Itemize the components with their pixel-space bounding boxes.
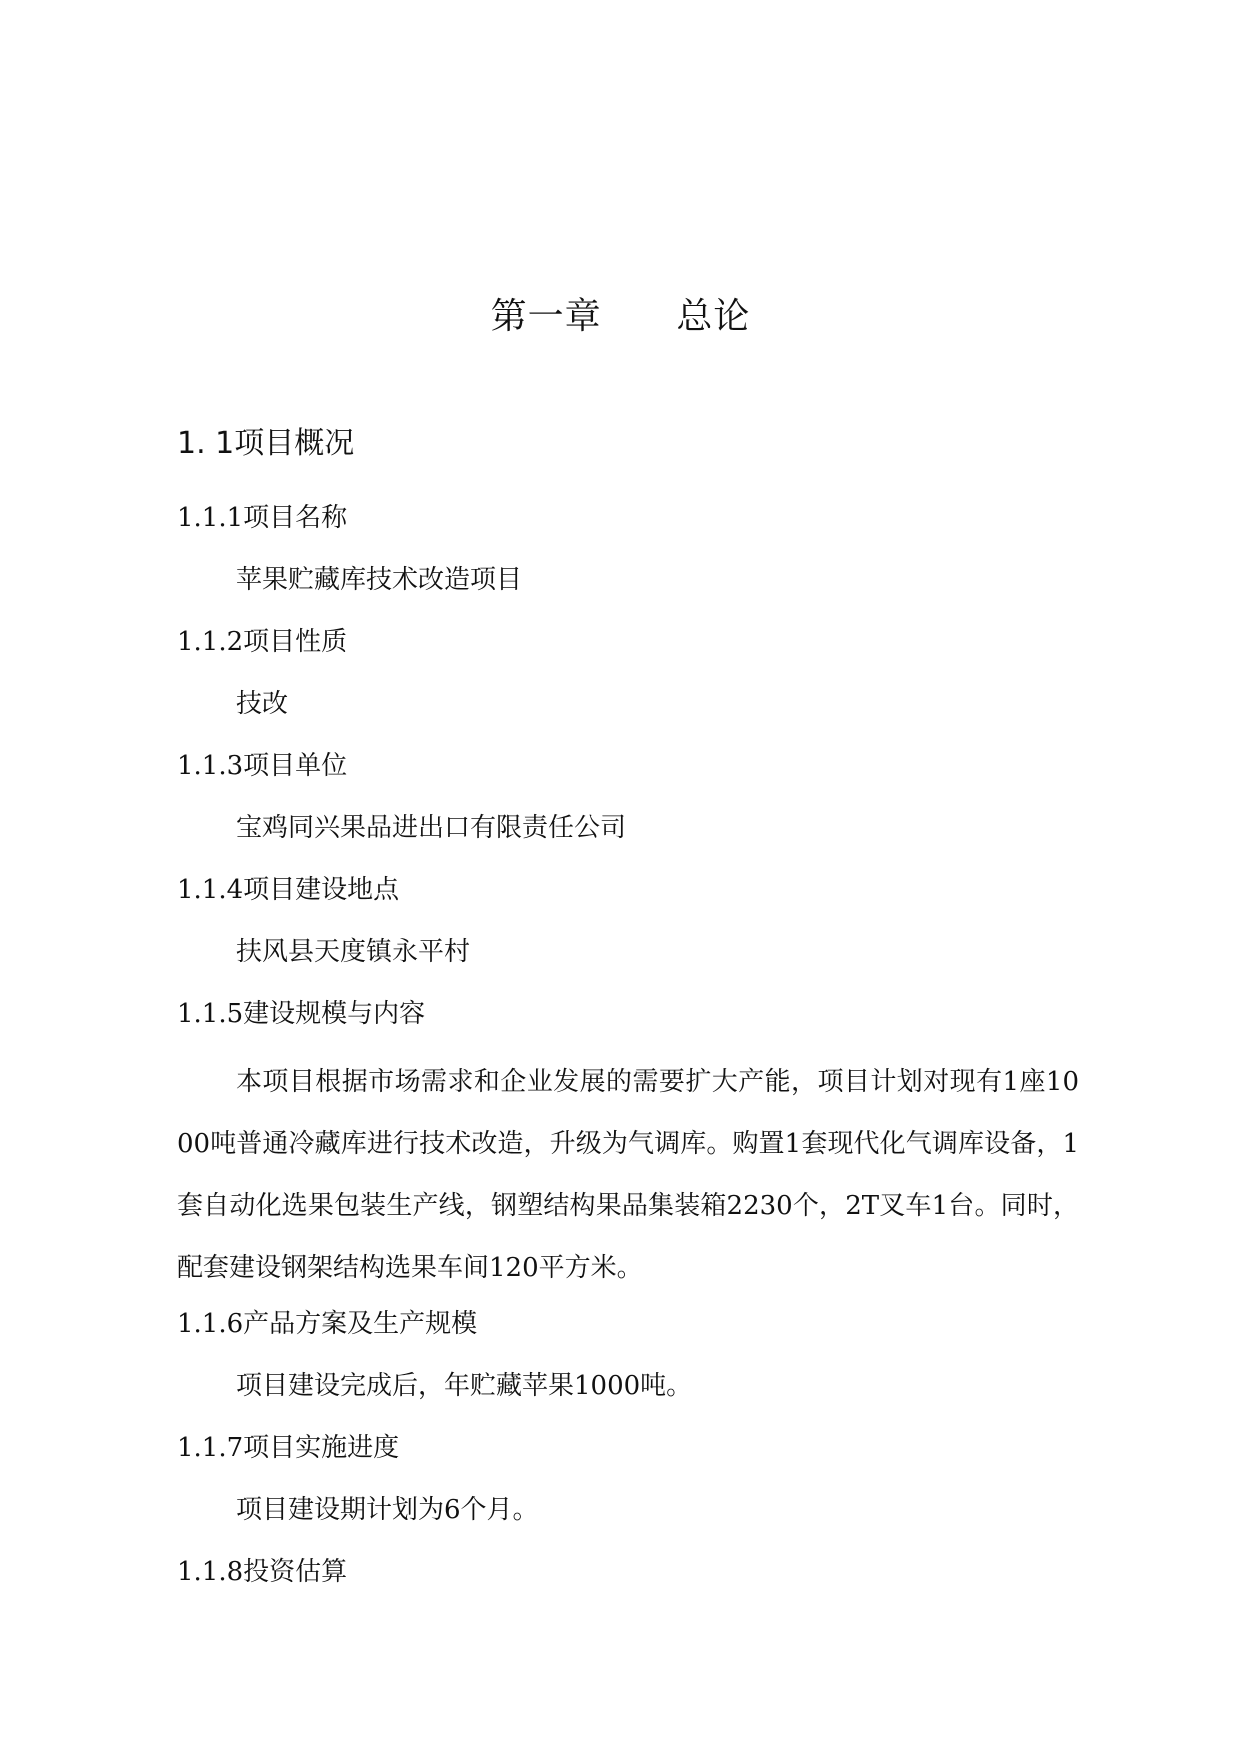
item-heading-scale-content: 1.1.5建设规模与内容 [177,999,426,1029]
section-title: 1. 1项目概况 [177,426,355,461]
item-content-project-nature: 技改 [236,689,289,719]
item-content-scale-content: 本项目根据市场需求和企业发展的需要扩大产能，项目计划对现有1座1000吨普通冷藏库进行技术改造，升级为气调库。购置1套现代化气调库设备，1套自动化选果包装生产线，钢塑结构果品集装箱2230个，2T叉车1台。同时，配套建设钢架结构选果车间120平方米。 [177,1067,1079,1283]
item-heading-schedule: 1.1.7项目实施进度 [177,1433,400,1463]
item-content-schedule: 项目建设期计划为6个月。 [236,1495,539,1525]
item-heading-investment: 1.1.8投资估算 [177,1557,348,1587]
item-content-project-location: 扶风县天度镇永平村 [236,937,471,967]
item-heading-product-plan: 1.1.6产品方案及生产规模 [177,1309,478,1339]
item-heading-project-unit: 1.1.3项目单位 [177,751,348,781]
item-content-project-unit: 宝鸡同兴果品进出口有限责任公司 [236,813,627,843]
item-heading-project-location: 1.1.4项目建设地点 [177,875,400,905]
item-content-product-plan: 项目建设完成后，年贮藏苹果1000吨。 [236,1371,693,1401]
item-heading-project-name: 1.1.1项目名称 [177,503,348,533]
item-heading-project-nature: 1.1.2项目性质 [177,627,348,657]
item-content-project-name: 苹果贮藏库技术改造项目 [236,565,523,595]
chapter-title: 第一章 总论 [490,296,751,337]
